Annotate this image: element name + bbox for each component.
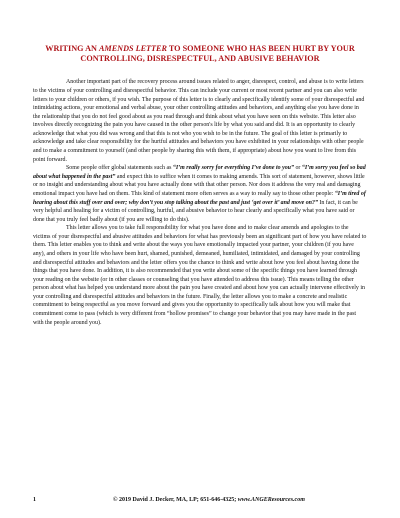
website-link[interactable]: www.ANGEResources.com: [237, 497, 305, 503]
paragraph-2-text-g: In fact, it can be very helpful and healing for a victim of controlling, hurtful, and abusive behavior to hear clearly and specifically what you have said or done that you truly feel badly about (if you are willing to do this).: [33, 199, 358, 223]
quote-sorry-everything: “I’m really sorry for everything I’ve done to you”: [172, 165, 294, 172]
quote-tired-of-hearing: “I’m tired of hearing about this stuff over and over; why don’t you stop talking about the past and just ‘get over it’ and move on?”: [33, 190, 366, 206]
page-footer: [33, 497, 367, 503]
paragraph-3: This letter allows you to take full responsibility for what you have done and to make clear amends and apologies to the victims of your disrespectful and abusive attitudes and behaviors for what has previously been an significant part of how you have related to them. This letter enables you to think and write about the ways you have emotionally impacted your partner, your children (if you have any), and others in your life who have been hurt, shamed, punished, demeaned, humiliated, intimidated, and damaged by your controlling and disrespectful attitudes and behaviors and the letter offers you the chance to think and write about how you feel about having done the things that you have done. In addition, it is also recommended that you write about some of the specific things you have learned through your reading on the website (or in other classes or counseling that you have attended to address this issue). This means telling the other person about what has helped you understand more about the pain you have created and about how you can actually intervene effectively in your controlling and disrespectful attitudes and behaviors in the future. Finally, the letter allows you to make a concrete and realistic commitment to being respectful as you move forward and gives you the opportunity to specifically talk about how you will make that commitment come to pass (which is very different from “hollow promises” to change your behavior that you may have made in the past with the people around you).: [33, 225, 367, 326]
quote-sorry-feel-bad: “I’m sorry you feel so bad about what happened in the past”: [33, 165, 366, 180]
title-part-3: TO SOMEONE WHO HAS BEEN HURT BY YOUR CONTROLLING, DISRESPECTFUL, AND ABUSIVE BEHAVIOR: [80, 44, 355, 64]
title-emphasis: AMENDS LETTER: [98, 44, 167, 53]
title-part-1: WRITING AN: [45, 44, 99, 53]
footer-copyright: [113, 497, 367, 503]
document-title: [41, 44, 359, 64]
paragraph-2-text-e: and expect this to suffice when it comes to making amends. This sort of statement, however, shows little or no insight and understanding about what you have actually done with that other person. Nor does it address the very real and damaging emotional impact you have had on them. This kind of statement more often serves as a way to really say to those other people:: [33, 173, 365, 197]
document-body: [33, 78, 367, 327]
paragraph-1: Another important part of the recovery process around issues related to anger, disrespect, control, and abuse is to write letters to the victims of your controlling and disrespectful behavior. This can include your current or most recent partner and you can also write letters to your children or others, if you wish. The purpose of this letter is to clearly and specifically identify some of your disrespectful and intimidating actions, your emotional and verbal abuse, your other controlling attitudes and behaviors, and anything else you have done in the relationship that you do not feel good about as you read through and think about what you have seen on this website. This letter also involves directly recognizing the pain you have caused in the other person's life by what you said and did. It is an opportunity to clearly acknowledge that what you did was wrong and that this is not who you wish to be in the future. The goal of this letter is primarily to acknowledge and take clear responsibility for the hurtful attitudes and behaviors you have exhibited in your relationships with other people and to make a commitment to yourself (and other people by sharing this with them, if appropriate) about how you want to live from this point forward.: [33, 79, 365, 163]
paragraph-2-text-c: or: [293, 165, 302, 172]
paragraph-2: [33, 164, 367, 224]
page-number: 1: [33, 497, 36, 503]
copyright-text: © 2019 David J. Decker, MA, LP; 651-646-4325;: [113, 497, 238, 503]
paragraph-2-text-a: Some people offer global statements such as: [66, 165, 173, 172]
